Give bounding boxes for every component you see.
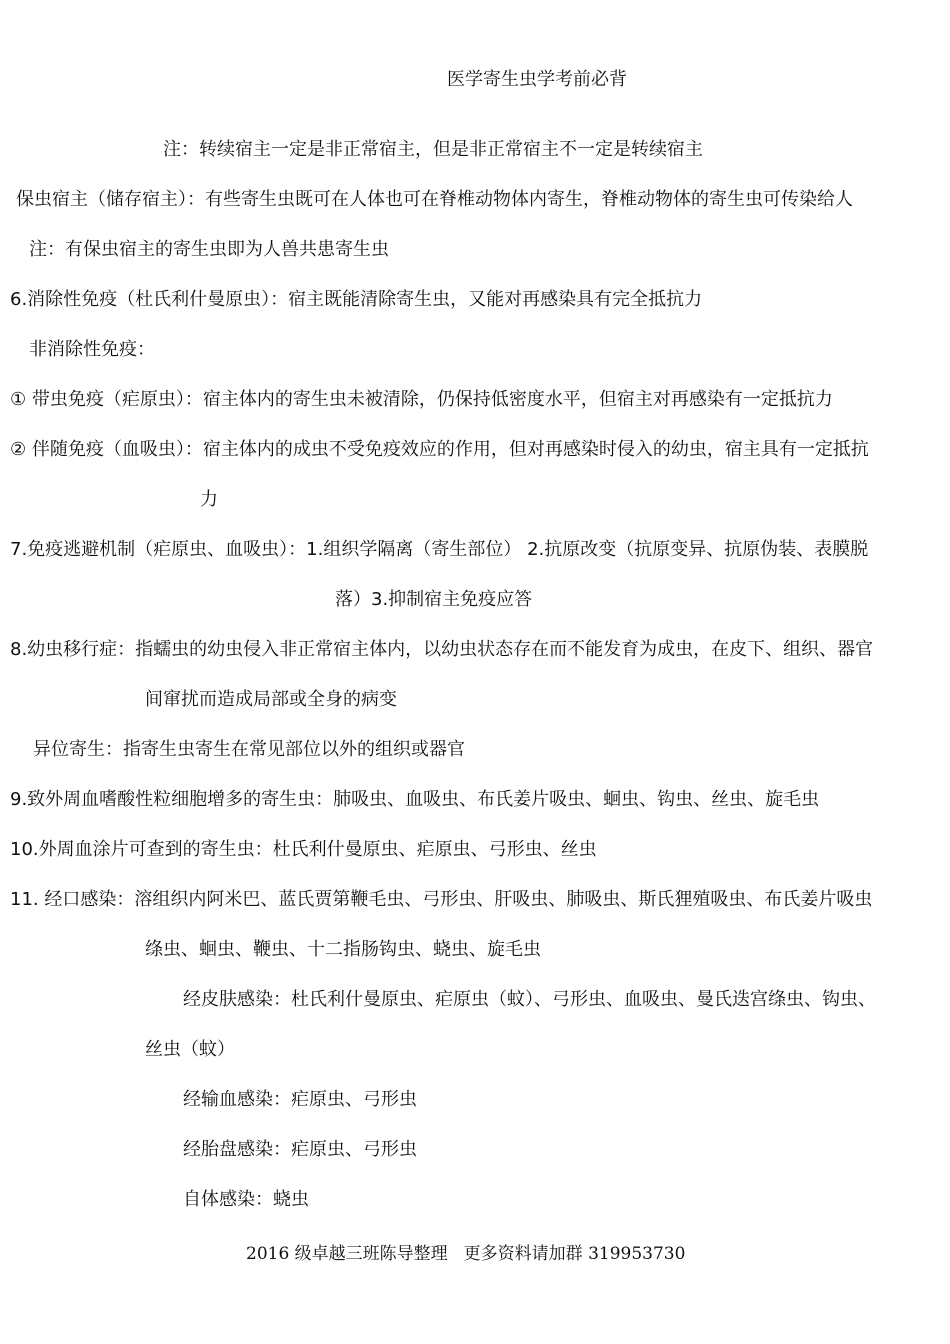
immune-evasion: 7.免疫逃避机制（疟原虫、血吸虫）：1.组织学隔离（寄生部位） 2.抗原改变（抗原变异、抗原伪装、表膜脱: [10, 539, 869, 560]
skin-infection-continued: 丝虫（蚊）: [145, 1039, 235, 1060]
footer-group: 更多资料请加群 319953730: [463, 1244, 686, 1264]
larva-migrans-continued: 间窜扰而造成局部或全身的病变: [145, 689, 397, 710]
footer: [246, 1242, 685, 1266]
eosinophilia-parasites: 9.致外周血嗜酸性粒细胞增多的寄生虫：肺吸虫、血吸虫、布氏姜片吸虫、蛔虫、钩虫、丝虫、旋毛虫: [10, 789, 820, 810]
oral-infection-continued: 绦虫、蛔虫、鞭虫、十二指肠钩虫、蛲虫、旋毛虫: [145, 939, 541, 960]
ectopic-parasitism: 异位寄生：指寄生虫寄生在常见部位以外的组织或器官: [33, 739, 465, 760]
transfusion-infection: 经输血感染：疟原虫、弓形虫: [183, 1089, 417, 1110]
immune-evasion-continued: 落）3.抑制宿主免疫应答: [335, 589, 533, 610]
footer-credit: 2016 级卓越三班陈导整理: [246, 1244, 448, 1264]
reservoir-host-definition: 保虫宿主（储存宿主）：有些寄生虫既可在人体也可在脊椎动物体内寄生，脊椎动物体的寄生虫可传染给人: [16, 189, 853, 210]
oral-infection: 11. 经口感染：溶组织内阿米巴、蓝氏贾第鞭毛虫、弓形虫、肝吸虫、肺吸虫、斯氏狸殖吸虫、布氏姜片吸虫: [10, 889, 873, 910]
blood-smear-parasites: 10.外周血涂片可查到的寄生虫：杜氏利什曼原虫、疟原虫、弓形虫、丝虫: [10, 839, 597, 860]
page-title: 医学寄生虫学考前必背: [447, 69, 627, 90]
placental-infection: 经胎盘感染：疟原虫、弓形虫: [183, 1139, 417, 1160]
non-sterilizing-immunity-heading: 非消除性免疫：: [29, 339, 155, 360]
skin-infection: 经皮肤感染：杜氏利什曼原虫、疟原虫（蚊）、弓形虫、血吸虫、曼氏迭宫绦虫、钩虫、: [183, 989, 876, 1010]
larva-migrans: 8.幼虫移行症：指蠕虫的幼虫侵入非正常宿主体内，以幼虫状态存在而不能发育为成虫，在皮下、组织、器官: [10, 639, 874, 660]
concomitant-immunity: ② 伴随免疫（血吸虫）：宿主体内的成虫不受免疫效应的作用，但对再感染时侵入的幼虫，宿主具有一定抵抗: [10, 439, 869, 460]
note-zoonosis: 注：有保虫宿主的寄生虫即为人兽共患寄生虫: [29, 239, 389, 260]
concomitant-immunity-continued: 力: [200, 489, 218, 510]
note-paratenic-host: 注：转续宿主一定是非正常宿主，但是非正常宿主不一定是转续宿主: [163, 139, 703, 160]
premunition: ① 带虫免疫（疟原虫）：宿主体内的寄生虫未被清除，仍保持低密度水平，但宿主对再感染有一定抵抗力: [10, 389, 833, 410]
sterilizing-immunity: 6.消除性免疫（杜氏利什曼原虫）：宿主既能清除寄生虫，又能对再感染具有完全抵抗力: [10, 289, 703, 310]
autoinfection: 自体感染：蛲虫: [183, 1189, 309, 1210]
